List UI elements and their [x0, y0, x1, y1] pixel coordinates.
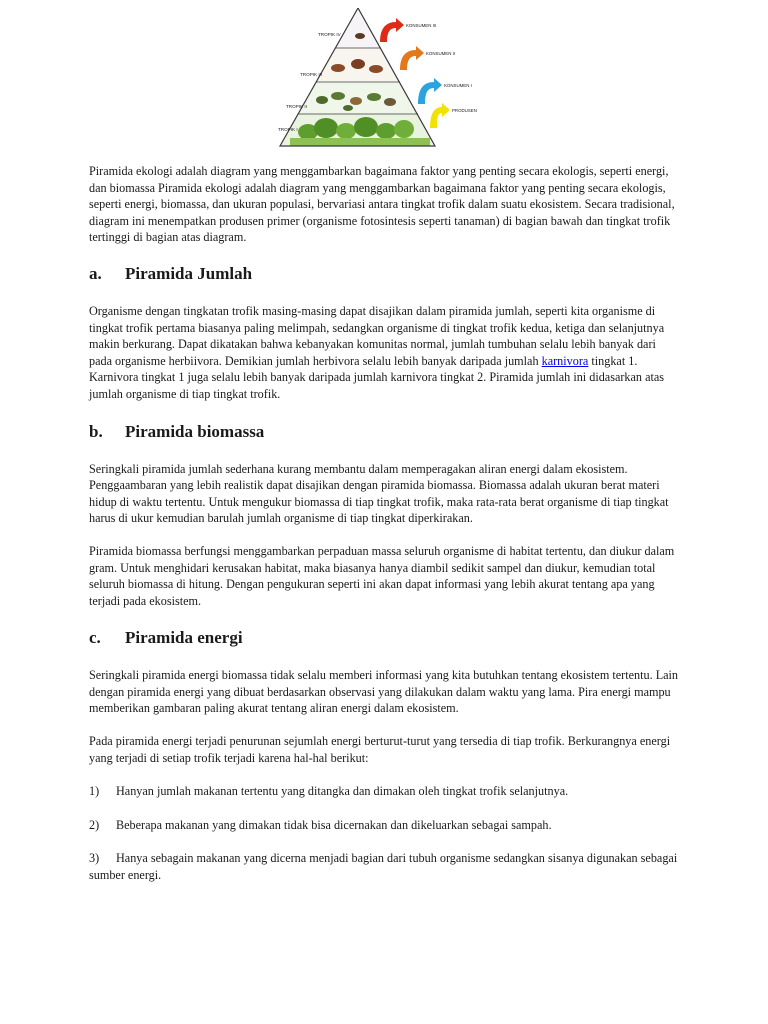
role-label-konsumen3: KONSUMEN III: [406, 23, 437, 28]
ecological-pyramid-figure: [270, 8, 520, 154]
pyramid-tiers: [270, 8, 520, 146]
section-b-title: Piramida biomassa: [125, 421, 265, 441]
role-label-produsen: PRODUSEN: [452, 108, 477, 113]
section-b-heading: [89, 421, 681, 443]
level-label-4: TROPIK IV: [318, 32, 341, 37]
list-item-text: Hanya sebagain makanan yang dicerna menjadi bagian dari tubuh organisme sedangkan sisanya digunakan sebagai sumber energi.: [89, 851, 678, 883]
arrow-konsumen2-icon: [400, 46, 424, 70]
role-label-konsumen2: KONSUMEN II: [426, 51, 456, 56]
section-a-text-1: Organisme dengan tingkatan trofik masing-masing dapat disajikan dalam piramida jumlah, seperti kita organisme di tingkat trofik pertama biasanya paling melimpah, sedangkan organisme di tingkat trofik kedua, ketiga dan selanjutnya makin berkurang. Dapat dikatakan bahwa kebanyakan komunitas normal, jumlah tumbuhan selalu lebih banyak dari pada organisme herbiivora. Demikian jumlah herbivora selalu lebih banyak daripada jumlah: [89, 303, 665, 368]
section-b-paragraph-2: Piramida biomassa berfungsi menggambarkan perpaduan massa seluruh organisme di habitat tertentu, dan diukur dalam gram. Untuk menghidari kerusakan habitat, maka biasanya hanya diambil sedikit sampel dan diukur, kemudian total seluruh biomassa di hitung. Dengan pengukuran seperti ini akan dapat informasi yang lebih akurat tentang apa yang terjadi pada ekosistem.: [89, 543, 675, 608]
list-item: [89, 850, 681, 883]
section-a-paragraph: [89, 303, 681, 403]
top-consumer: [355, 33, 365, 39]
section-c-paragraph-2: Pada piramida energi terjadi penurunan sejumlah energi berturut-turut yang tersedia di tiap trofik. Berkurangnya energi yang terjadi di setiap trofik terjadi karena hal-hal berikut:: [89, 734, 671, 765]
arrow-produsen-icon: [430, 103, 450, 128]
level-label-2: TROPIK II: [286, 104, 307, 109]
section-a-marker: a.: [89, 263, 102, 283]
list-item-number: 3): [89, 851, 100, 866]
section-c-marker: c.: [89, 628, 101, 648]
document-body: [89, 163, 681, 884]
karnivora-link[interactable]: karnivora: [541, 353, 589, 368]
section-b-paragraph-1: Seringkali piramida jumlah sederhana kurang membantu dalam memperagakan aliran energi dalam ekosistem. Penggaambaran yang lebih realistik dapat disajikan dengan piramida biomassa. Biomassa adalah ukuran berat materi hidup di waktu tertentu. Untuk mengukur biomassa di tiap tingkat trofik, maka rata-rata berat organisme di tiap tingkat harus di ukur kemudian barulah jumlah organisme di tiap tingkat diperkirakan.: [89, 461, 669, 526]
list-item: [89, 817, 681, 834]
list-item: [89, 783, 681, 800]
level-label-1: TROPIK I: [278, 127, 298, 132]
role-label-konsumen1: KONSUMEN I: [444, 83, 472, 88]
section-c-heading: [89, 627, 681, 649]
section-a-heading: [89, 263, 681, 285]
section-a-text-2: tingkat 1. Karnivora tingkat 1 juga selalu lebih banyak daripada jumlah karnivora tingkat 2. Piramida jumlah ini didasarkan atas jumlah organisme di tiap tingkat trofik.: [89, 353, 665, 401]
section-b-marker: b.: [89, 421, 103, 441]
list-item-text: Beberapa makanan yang dimakan tidak bisa dicernakan dan dikeluarkan sebagai sampah.: [116, 817, 552, 832]
arrow-konsumen3-icon: [380, 18, 404, 42]
section-c-title: Piramida energi: [125, 628, 243, 648]
list-item-number: 2): [89, 817, 100, 832]
arrow-konsumen1-icon: [418, 78, 442, 104]
intro-paragraph: Piramida ekologi adalah diagram yang menggambarkan bagaimana faktor yang penting secara ekologis, seperti energi, dan biomassa Piramida ekologi adalah diagram yang menggambarkan bagaimana faktor yang penting secara ekologis, seperti energi, biomassa, dan ukuran populasi, bervariasi antara tingkat trofik dalam suatu ekosistem. Secara tradisional, diagram ini menempatkan produsen primer (organisme fotosintesis seperti tanaman) di bagian bawah dan tingkat trofik tertinggi di bagian atas diagram.: [89, 164, 675, 245]
list-item-text: Hanyan jumlah makanan tertentu yang ditangka dan dimakan oleh tingkat trofik selanjutnya.: [116, 784, 569, 799]
level-label-3: TROPIK III: [300, 72, 323, 77]
list-item-number: 1): [89, 784, 100, 799]
section-c-paragraph-1: Seringkali piramida energi biomassa tidak selalu memberi informasi yang kita butuhkan tentang ekosistem tertentu. Lain dengan piramida energi yang dibuat berdasarkan observasi yang dilakukan dalam waktu yang lama. Pira energi mampu memberikan gambaran paling akurat tentang aliran energi dalam ekosistem.: [89, 668, 679, 716]
section-a-title: Piramida Jumlah: [125, 263, 253, 283]
